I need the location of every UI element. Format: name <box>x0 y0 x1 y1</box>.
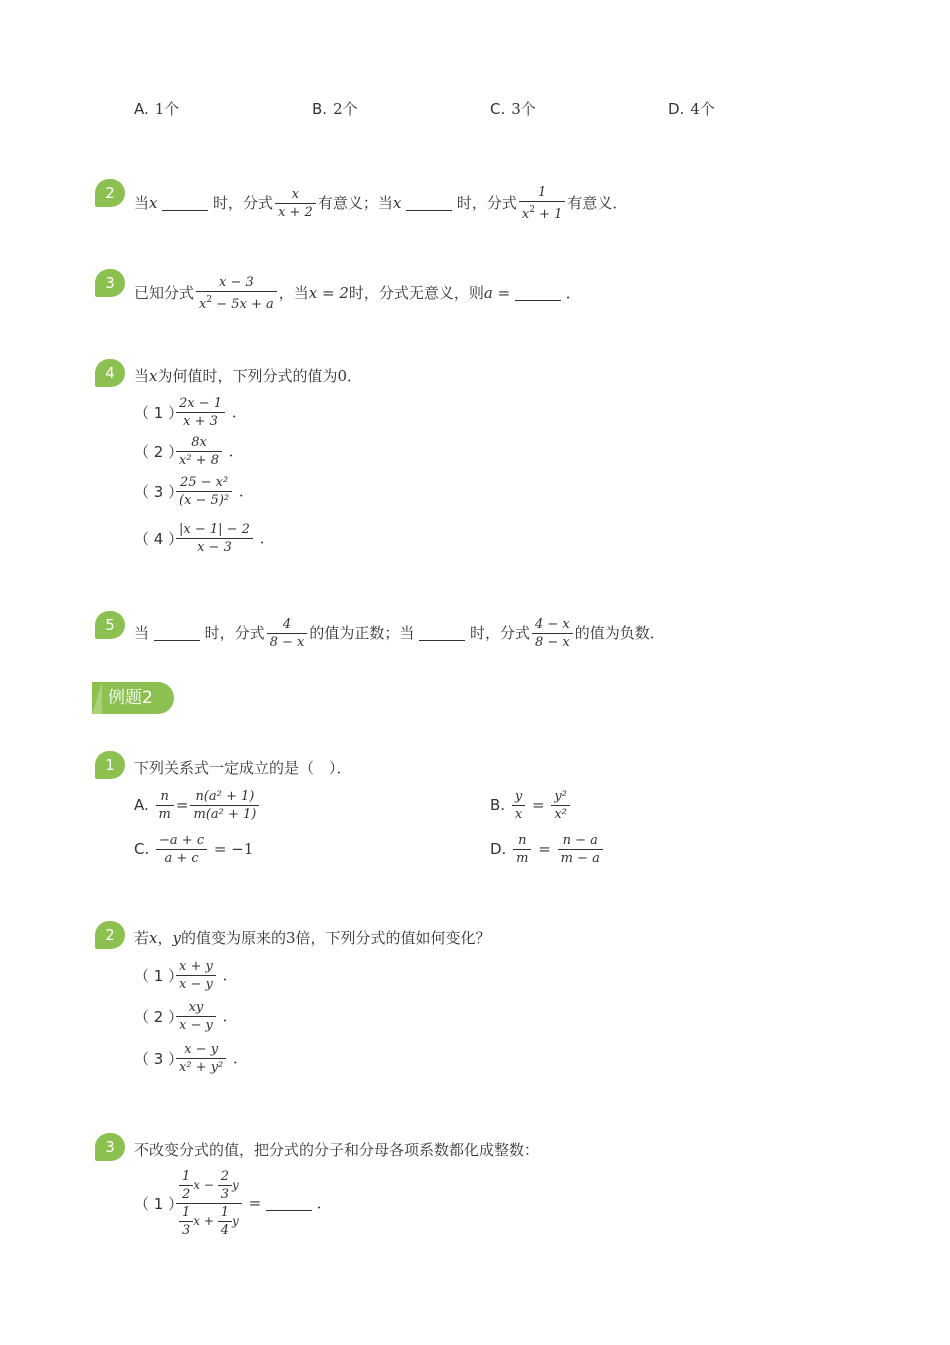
sub-question: （ 3 ） $\frac{\text{25 − x²}}{\text{(x − 5)²}}$ ． <box>134 475 254 508</box>
question-number-badge: 2 <box>95 921 125 949</box>
question-5-text: 当 时，分式 $\frac{4}{8 - x}$ 的值为正数；当 时，分式 $\frac{4 - x}{8 - x}$ 的值为负数． <box>134 617 665 650</box>
example-1-text: 下列关系式一定成立的是（ ）． <box>134 759 352 777</box>
example-3-text: 不改变分式的值，把分式的分子和分母各项系数都化成整数： <box>134 1141 540 1159</box>
answer-blank[interactable] <box>266 1196 312 1211</box>
answer-blank[interactable] <box>154 626 200 641</box>
sub-question: （ 1 ） $\frac{x + y}{x - y}$ ． <box>134 959 238 992</box>
option-c: C. $\frac{-a + c}{a + c}$ = −1 <box>134 833 254 866</box>
answer-blank[interactable] <box>406 196 452 211</box>
option-a: A. $\frac{n}{m}$ = $\frac{\text{n(a² + 1)}}{\text{m(a² + 1)}}$ <box>134 788 261 823</box>
sub-question: （ 1 ） $\frac{2x - 1}{x + 3}$ ． <box>134 396 247 429</box>
sub-question: （ 1 ） $\frac{1}{2}$ x − $\frac{2}{3}$ y $\frac{1}{3}$ x + $\frac{1}{4}$ y = ． <box>134 1169 332 1238</box>
sub-question: （ 2 ） $\frac{xy}{x - y}$ ． <box>134 1000 238 1033</box>
question-number-badge: 3 <box>95 1133 125 1161</box>
option-c: C. 3个 <box>490 100 536 118</box>
sub-question: （ 4 ） $\frac{|x - 1| - 2}{x - 3}$ ． <box>134 522 275 555</box>
question-number-badge: 5 <box>95 611 125 639</box>
sub-question: （ 3 ） $\frac{x - y}{\text{x² + y²}}$ ． <box>134 1042 249 1075</box>
fraction: $\frac{4}{8 - x}$ <box>267 616 308 651</box>
question-4-text: 当x为何值时，下列分式的值为0． <box>134 367 363 385</box>
question-number-badge: 2 <box>95 179 125 207</box>
fraction: $\frac{x}{x + 2}$ <box>275 186 316 221</box>
question-number-badge: 1 <box>95 751 125 779</box>
sub-question: （ 2 ） $\frac{8x}{\text{x² + 8}}$ ． <box>134 435 244 468</box>
complex-fraction: $\frac{1}{2}$ x − $\frac{2}{3}$ y $\frac{1}{3}$ x + $\frac{1}{4}$ y <box>176 1168 242 1239</box>
example-2-text: 若x，y的值变为原来的3倍，下列分式的值如何变化？ <box>134 929 491 947</box>
example-header: 例题2 <box>92 682 174 714</box>
fraction: $\frac{1}{x^2 + 1}$ <box>519 184 566 223</box>
answer-blank[interactable] <box>162 196 208 211</box>
answer-blank[interactable] <box>515 286 561 301</box>
question-number-badge: 4 <box>95 359 125 387</box>
option-d: D. 4个 <box>668 100 715 118</box>
question-3-text: 已知分式 $\frac{x - 3}{x^2 - 5x + a}$ ，当x = 2时，分式无意义，则a = ． <box>134 275 581 312</box>
option-a: A. 1个 <box>134 100 180 118</box>
question-2-text: 当x 时，分式 $\frac{x}{x + 2}$ 有意义；当x 时，分式 $\frac{1}{x^2 + 1}$ 有意义． <box>134 185 628 222</box>
fraction: $\frac{x - 3}{x^2 - 5x + a}$ <box>196 274 277 313</box>
option-b: B. 2个 <box>312 100 358 118</box>
option-b: B. $\frac{y}{x}$ = $\frac{\text{y²}}{\text{x²}}$ <box>490 788 572 823</box>
answer-blank[interactable] <box>419 626 465 641</box>
question-number-badge: 3 <box>95 269 125 297</box>
fraction: $\frac{4 - x}{8 - x}$ <box>532 616 573 651</box>
option-d: D. $\frac{n}{m}$ = $\frac{n - a}{m - a}$ <box>490 832 605 867</box>
